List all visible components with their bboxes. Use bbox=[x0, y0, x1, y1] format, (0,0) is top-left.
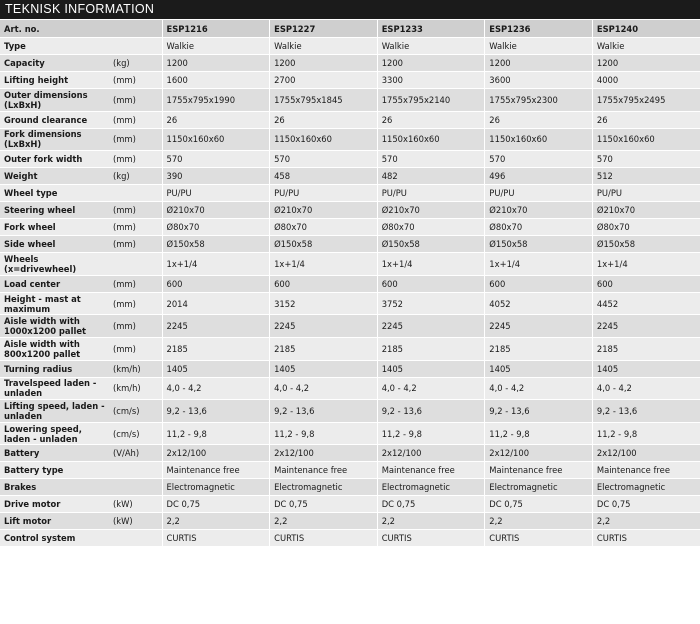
value-cell: 2x12/100 bbox=[162, 445, 270, 462]
model-header: ESP1240 bbox=[592, 20, 700, 38]
value-cell: 1755x795x2495 bbox=[592, 89, 700, 112]
row-unit: (mm) bbox=[113, 236, 162, 253]
value-cell: 26 bbox=[377, 111, 485, 128]
header-row bbox=[0, 20, 700, 38]
value-cell: DC 0,75 bbox=[485, 496, 593, 513]
value-cell: Electromagnetic bbox=[377, 479, 485, 496]
value-cell: 570 bbox=[377, 151, 485, 168]
value-cell: PU/PU bbox=[270, 185, 378, 202]
row-unit: (kg) bbox=[113, 168, 162, 185]
value-cell: 1405 bbox=[270, 360, 378, 377]
row-label: Battery type bbox=[0, 462, 113, 479]
model-header: ESP1216 bbox=[162, 20, 270, 38]
table-row bbox=[0, 111, 700, 128]
row-unit: (mm) bbox=[113, 275, 162, 292]
value-cell: Ø80x70 bbox=[377, 219, 485, 236]
row-unit: (mm) bbox=[113, 337, 162, 360]
value-cell: 26 bbox=[270, 111, 378, 128]
value-cell: PU/PU bbox=[377, 185, 485, 202]
value-cell: CURTIS bbox=[485, 530, 593, 547]
value-cell: Maintenance free bbox=[377, 462, 485, 479]
value-cell: 1405 bbox=[485, 360, 593, 377]
value-cell: CURTIS bbox=[162, 530, 270, 547]
table-row bbox=[0, 530, 700, 547]
value-cell: 1405 bbox=[377, 360, 485, 377]
value-cell: 9,2 - 13,6 bbox=[162, 400, 270, 423]
value-cell: Ø80x70 bbox=[592, 219, 700, 236]
table-row bbox=[0, 315, 700, 338]
value-cell: Ø80x70 bbox=[485, 219, 593, 236]
row-label: Lowering speed, laden - unladen bbox=[0, 422, 113, 445]
value-cell: Electromagnetic bbox=[162, 479, 270, 496]
value-cell: 26 bbox=[592, 111, 700, 128]
value-cell: 2,2 bbox=[592, 513, 700, 530]
value-cell: 570 bbox=[485, 151, 593, 168]
value-cell: PU/PU bbox=[162, 185, 270, 202]
row-label: Capacity bbox=[0, 55, 113, 72]
value-cell: Ø210x70 bbox=[270, 202, 378, 219]
section-title: TEKNISK INFORMATION bbox=[0, 0, 700, 19]
value-cell: CURTIS bbox=[592, 530, 700, 547]
table-row bbox=[0, 55, 700, 72]
table-row bbox=[0, 479, 700, 496]
row-label: Lifting speed, laden - unladen bbox=[0, 400, 113, 423]
value-cell: 600 bbox=[270, 275, 378, 292]
value-cell: 2700 bbox=[270, 72, 378, 89]
value-cell: Maintenance free bbox=[162, 462, 270, 479]
value-cell: 1755x795x2140 bbox=[377, 89, 485, 112]
table-row bbox=[0, 236, 700, 253]
value-cell: DC 0,75 bbox=[162, 496, 270, 513]
row-label: Fork dimensions (LxBxH) bbox=[0, 128, 113, 151]
table-row bbox=[0, 400, 700, 423]
row-unit bbox=[113, 253, 162, 276]
value-cell: 2185 bbox=[162, 337, 270, 360]
value-cell: Walkie bbox=[162, 38, 270, 55]
row-unit: (mm) bbox=[113, 151, 162, 168]
header-unit-cell bbox=[113, 20, 162, 38]
value-cell: 1x+1/4 bbox=[592, 253, 700, 276]
value-cell: 26 bbox=[485, 111, 593, 128]
row-unit: (mm) bbox=[113, 315, 162, 338]
value-cell: PU/PU bbox=[485, 185, 593, 202]
table-row bbox=[0, 89, 700, 112]
value-cell: 11,2 - 9,8 bbox=[485, 422, 593, 445]
value-cell: 4,0 - 4,2 bbox=[485, 377, 593, 400]
value-cell: 1200 bbox=[592, 55, 700, 72]
value-cell: 1150x160x60 bbox=[485, 128, 593, 151]
value-cell: 11,2 - 9,8 bbox=[162, 422, 270, 445]
row-label: Control system bbox=[0, 530, 113, 547]
row-unit: (V/Ah) bbox=[113, 445, 162, 462]
value-cell: 3600 bbox=[485, 72, 593, 89]
row-unit bbox=[113, 185, 162, 202]
value-cell: 9,2 - 13,6 bbox=[592, 400, 700, 423]
row-unit: (mm) bbox=[113, 72, 162, 89]
value-cell: 1405 bbox=[592, 360, 700, 377]
row-unit: (mm) bbox=[113, 89, 162, 112]
value-cell: Walkie bbox=[270, 38, 378, 55]
header-label: Art. no. bbox=[0, 20, 113, 38]
value-cell: 1200 bbox=[485, 55, 593, 72]
value-cell: DC 0,75 bbox=[270, 496, 378, 513]
row-unit: (mm) bbox=[113, 128, 162, 151]
value-cell: 390 bbox=[162, 168, 270, 185]
value-cell: 1150x160x60 bbox=[592, 128, 700, 151]
value-cell: Ø210x70 bbox=[162, 202, 270, 219]
value-cell: 2245 bbox=[162, 315, 270, 338]
row-label: Aisle width with 1000x1200 pallet bbox=[0, 315, 113, 338]
value-cell: 482 bbox=[377, 168, 485, 185]
value-cell: CURTIS bbox=[270, 530, 378, 547]
value-cell: 2245 bbox=[377, 315, 485, 338]
table-row bbox=[0, 128, 700, 151]
table-row bbox=[0, 72, 700, 89]
table-row bbox=[0, 202, 700, 219]
value-cell: 570 bbox=[592, 151, 700, 168]
value-cell: Ø150x58 bbox=[485, 236, 593, 253]
value-cell: 9,2 - 13,6 bbox=[270, 400, 378, 423]
value-cell: 570 bbox=[270, 151, 378, 168]
value-cell: 1150x160x60 bbox=[270, 128, 378, 151]
value-cell: Walkie bbox=[377, 38, 485, 55]
row-label: Outer fork width bbox=[0, 151, 113, 168]
value-cell: 11,2 - 9,8 bbox=[592, 422, 700, 445]
value-cell: PU/PU bbox=[592, 185, 700, 202]
value-cell: 570 bbox=[162, 151, 270, 168]
row-label: Steering wheel bbox=[0, 202, 113, 219]
row-unit: (mm) bbox=[113, 292, 162, 315]
model-header: ESP1236 bbox=[485, 20, 593, 38]
row-label: Aisle width with 800x1200 pallet bbox=[0, 337, 113, 360]
row-unit: (cm/s) bbox=[113, 422, 162, 445]
value-cell: 600 bbox=[485, 275, 593, 292]
value-cell: 2x12/100 bbox=[270, 445, 378, 462]
table-row bbox=[0, 422, 700, 445]
value-cell: 2,2 bbox=[162, 513, 270, 530]
row-label: Height - mast at maximum bbox=[0, 292, 113, 315]
value-cell: 1150x160x60 bbox=[162, 128, 270, 151]
row-unit: (mm) bbox=[113, 219, 162, 236]
table-row bbox=[0, 168, 700, 185]
value-cell: 2,2 bbox=[485, 513, 593, 530]
row-unit: (km/h) bbox=[113, 360, 162, 377]
value-cell: 2185 bbox=[270, 337, 378, 360]
value-cell: 600 bbox=[162, 275, 270, 292]
value-cell: 2,2 bbox=[377, 513, 485, 530]
value-cell: 2185 bbox=[592, 337, 700, 360]
value-cell: 2014 bbox=[162, 292, 270, 315]
value-cell: 1x+1/4 bbox=[485, 253, 593, 276]
value-cell: Electromagnetic bbox=[592, 479, 700, 496]
value-cell: 2x12/100 bbox=[377, 445, 485, 462]
value-cell: 2x12/100 bbox=[592, 445, 700, 462]
row-unit: (kW) bbox=[113, 496, 162, 513]
value-cell: Walkie bbox=[485, 38, 593, 55]
value-cell: 512 bbox=[592, 168, 700, 185]
value-cell: 2245 bbox=[485, 315, 593, 338]
value-cell: 3300 bbox=[377, 72, 485, 89]
row-unit: (km/h) bbox=[113, 377, 162, 400]
value-cell: DC 0,75 bbox=[377, 496, 485, 513]
row-unit: (kW) bbox=[113, 513, 162, 530]
row-unit: (mm) bbox=[113, 111, 162, 128]
value-cell: 2245 bbox=[592, 315, 700, 338]
value-cell: Maintenance free bbox=[485, 462, 593, 479]
value-cell: 11,2 - 9,8 bbox=[270, 422, 378, 445]
row-label: Brakes bbox=[0, 479, 113, 496]
row-label: Lifting height bbox=[0, 72, 113, 89]
model-header: ESP1233 bbox=[377, 20, 485, 38]
value-cell: Maintenance free bbox=[270, 462, 378, 479]
value-cell: Ø150x58 bbox=[377, 236, 485, 253]
table-row bbox=[0, 445, 700, 462]
value-cell: 496 bbox=[485, 168, 593, 185]
model-header: ESP1227 bbox=[270, 20, 378, 38]
value-cell: Ø210x70 bbox=[485, 202, 593, 219]
value-cell: 4452 bbox=[592, 292, 700, 315]
row-unit bbox=[113, 530, 162, 547]
value-cell: 458 bbox=[270, 168, 378, 185]
table-row bbox=[0, 275, 700, 292]
value-cell: Ø210x70 bbox=[377, 202, 485, 219]
value-cell: 4,0 - 4,2 bbox=[592, 377, 700, 400]
row-label: Wheel type bbox=[0, 185, 113, 202]
table-row bbox=[0, 38, 700, 55]
value-cell: 1x+1/4 bbox=[377, 253, 485, 276]
value-cell: 2,2 bbox=[270, 513, 378, 530]
table-row bbox=[0, 219, 700, 236]
value-cell: 1755x795x1845 bbox=[270, 89, 378, 112]
value-cell: Maintenance free bbox=[592, 462, 700, 479]
value-cell: 2185 bbox=[485, 337, 593, 360]
value-cell: 26 bbox=[162, 111, 270, 128]
value-cell: 1600 bbox=[162, 72, 270, 89]
value-cell: 1150x160x60 bbox=[377, 128, 485, 151]
value-cell: DC 0,75 bbox=[592, 496, 700, 513]
row-label: Drive motor bbox=[0, 496, 113, 513]
table-row bbox=[0, 253, 700, 276]
value-cell: 4,0 - 4,2 bbox=[162, 377, 270, 400]
table-row bbox=[0, 377, 700, 400]
value-cell: 11,2 - 9,8 bbox=[377, 422, 485, 445]
table-row bbox=[0, 151, 700, 168]
table-row bbox=[0, 337, 700, 360]
value-cell: 2x12/100 bbox=[485, 445, 593, 462]
table-row bbox=[0, 360, 700, 377]
value-cell: 1200 bbox=[162, 55, 270, 72]
value-cell: Ø150x58 bbox=[270, 236, 378, 253]
value-cell: 600 bbox=[377, 275, 485, 292]
value-cell: 1405 bbox=[162, 360, 270, 377]
value-cell: 1x+1/4 bbox=[270, 253, 378, 276]
row-unit bbox=[113, 479, 162, 496]
row-label: Ground clearance bbox=[0, 111, 113, 128]
value-cell: Electromagnetic bbox=[485, 479, 593, 496]
value-cell: Ø210x70 bbox=[592, 202, 700, 219]
row-label: Fork wheel bbox=[0, 219, 113, 236]
row-label: Outer dimensions (LxBxH) bbox=[0, 89, 113, 112]
table-row bbox=[0, 185, 700, 202]
value-cell: 4,0 - 4,2 bbox=[270, 377, 378, 400]
value-cell: 1200 bbox=[377, 55, 485, 72]
value-cell: Electromagnetic bbox=[270, 479, 378, 496]
row-label: Side wheel bbox=[0, 236, 113, 253]
value-cell: 2245 bbox=[270, 315, 378, 338]
value-cell: Ø80x70 bbox=[162, 219, 270, 236]
row-unit: (kg) bbox=[113, 55, 162, 72]
value-cell: 600 bbox=[592, 275, 700, 292]
value-cell: 4052 bbox=[485, 292, 593, 315]
row-label: Weight bbox=[0, 168, 113, 185]
value-cell: CURTIS bbox=[377, 530, 485, 547]
value-cell: 1x+1/4 bbox=[162, 253, 270, 276]
value-cell: 1755x795x1990 bbox=[162, 89, 270, 112]
table-row bbox=[0, 292, 700, 315]
row-label: Turning radius bbox=[0, 360, 113, 377]
value-cell: 3152 bbox=[270, 292, 378, 315]
row-unit: (mm) bbox=[113, 202, 162, 219]
row-label: Type bbox=[0, 38, 113, 55]
row-label: Travelspeed laden - unladen bbox=[0, 377, 113, 400]
table-row bbox=[0, 496, 700, 513]
row-unit bbox=[113, 38, 162, 55]
table-row bbox=[0, 513, 700, 530]
row-label: Load center bbox=[0, 275, 113, 292]
value-cell: Walkie bbox=[592, 38, 700, 55]
spec-table bbox=[0, 19, 700, 547]
value-cell: Ø80x70 bbox=[270, 219, 378, 236]
row-label: Battery bbox=[0, 445, 113, 462]
row-label: Lift motor bbox=[0, 513, 113, 530]
value-cell: 3752 bbox=[377, 292, 485, 315]
value-cell: 9,2 - 13,6 bbox=[377, 400, 485, 423]
value-cell: 2185 bbox=[377, 337, 485, 360]
row-label: Wheels (x=drivewheel) bbox=[0, 253, 113, 276]
value-cell: 9,2 - 13,6 bbox=[485, 400, 593, 423]
value-cell: 4,0 - 4,2 bbox=[377, 377, 485, 400]
value-cell: Ø150x58 bbox=[592, 236, 700, 253]
value-cell: Ø150x58 bbox=[162, 236, 270, 253]
row-unit: (cm/s) bbox=[113, 400, 162, 423]
value-cell: 1755x795x2300 bbox=[485, 89, 593, 112]
value-cell: 4000 bbox=[592, 72, 700, 89]
table-row bbox=[0, 462, 700, 479]
row-unit bbox=[113, 462, 162, 479]
value-cell: 1200 bbox=[270, 55, 378, 72]
